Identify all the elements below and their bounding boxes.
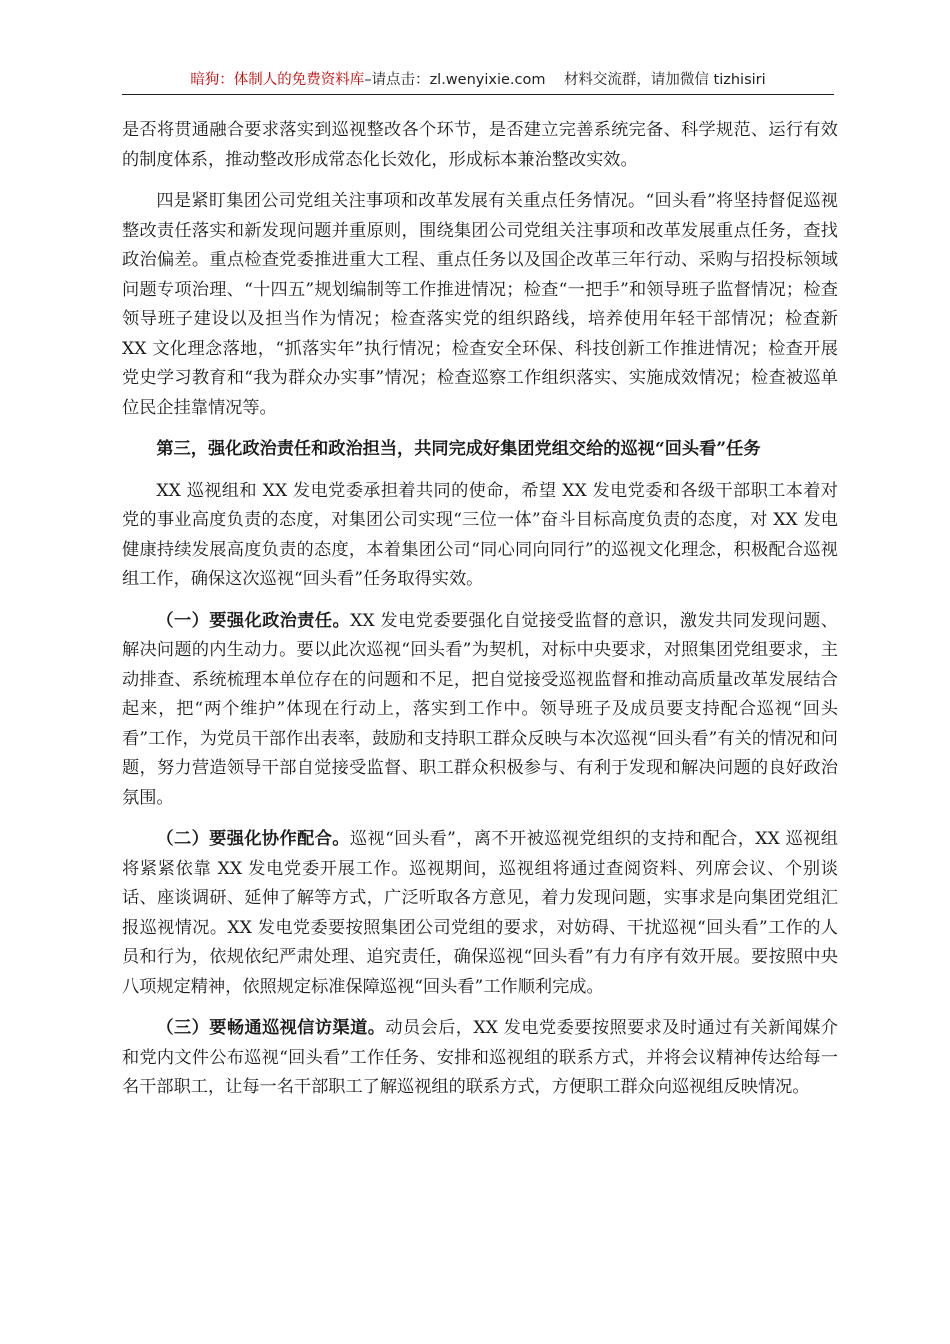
paragraph-lead: （一）要强化政治责任。: [156, 610, 351, 631]
paragraph-text: XX 巡视组和 XX 发电党委承担着共同的使命，希望 XX 发电党委和各级干部职工本着对党的事业高度负责的态度，对集团公司实现“三位一体”奋斗目标高度负责的态度，对 XX 发电健康持续发展高度负责的态度，本着集团公司“同心同向同行”的巡视文化理念，积极配合巡视组工作，确保这次巡视“回头看”任务取得实效。: [122, 480, 838, 589]
paragraph-text: 四是紧盯集团公司党组关注事项和改革发展有关重点任务情况。“回头看”将坚持督促巡视整改责任落实和新发现问题并重原则，围绕集团公司党组关注事项和改革发展重点任务，查找政治偏差。重点检查党委推进重大工程、重点任务以及国企改革三年行动、采购与招投标领域问题专项治理、“十四五”规划编制等工作推进情况；检查“一把手”和领导班子监督情况；检查领导班子建设以及担当作为情况；检查落实党的组织路线，培养使用年轻干部情况；检查新 XX 文化理念落地，“抓落实年”执行情况；检查安全环保、科技创新工作推进情况；检查开展党史学习教育和“我为群众办实事”情况；检查巡察工作组织落实、实施成效情况；检查被巡单位民企挂靠情况等。: [122, 191, 838, 418]
header-group-text: 材料交流群，请加微信 tizhisiri: [563, 72, 766, 88]
header-brand: 暗狗：体制人的免费资料库: [190, 72, 365, 88]
paragraph-lead: （二）要强化协作配合。: [156, 829, 350, 849]
paragraph: [122, 477, 838, 595]
paragraph: [122, 1014, 838, 1103]
section-heading-text: 第三，强化政治责任和政治担当，共同完成好集团党组交给的巡视“回头看”任务: [156, 439, 761, 459]
paragraph-lead: （三）要畅通巡视信访渠道。: [156, 1018, 386, 1038]
paragraph: [122, 187, 838, 423]
paragraph-text: 动员会后，XX 发电党委要按照要求及时通过有关新闻媒介和党内文件公布巡视“回头看”工作任务、安排和巡视组的联系方式，并将会议精神传达给每一名干部职工，让每一名干部职工了解巡视组的联系方式，方便职工群众向巡视组反映情况。: [122, 1018, 838, 1097]
paragraph: [122, 825, 838, 1002]
paragraph: [122, 116, 838, 175]
header-click-prefix: –请点击：: [364, 72, 430, 88]
document-body: [122, 116, 838, 1115]
section-heading: [122, 435, 838, 465]
paragraph-text: XX 发电党委要强化自觉接受监督的意识，激发共同发现问题、解决问题的内生动力。要以此次巡视“回头看”为契机，对标中央要求，对照集团党组要求，主动排查、系统梳理本单位存在的问题和不足，把自觉接受巡视监督和推动高质量改革发展结合起来，把“两个维护”体现在行动上，落实到工作中。领导班子及成员要支持配合巡视“回头看”工作，为党员干部作出表率，鼓励和支持职工群众反映与本次巡视“回头看”有关的情况和问题，努力营造领导干部自觉接受监督、职工群众积极参与、有利于发现和解决问题的良好政治氛围。: [122, 610, 838, 808]
page-header: [122, 66, 834, 95]
paragraph: [122, 607, 838, 814]
header-url-link[interactable]: zl.wenyixie.com: [429, 72, 546, 88]
paragraph-text: 巡视“回头看”，离不开被巡视党组织的支持和配合，XX 巡视组将紧紧依靠 XX 发电党委开展工作。巡视期间，巡视组将通过查阅资料、列席会议、个别谈话、座谈调研、延伸了解等方式，广泛听取各方意见，着力发现问题，实事求是向集团党组汇报巡视情况。XX 发电党委要按照集团公司党组的要求，对妨碍、干扰巡视“回头看”工作的人员和行为，依规依纪严肃处理、追究责任，确保巡视“回头看”有力有序有效开展。要按照中央八项规定精神，依照规定标准保障巡视“回头看”工作顺利完成。: [122, 829, 838, 997]
paragraph-text: 是否将贯通融合要求落实到巡视整改各个环节，是否建立完善系统完备、科学规范、运行有效的制度体系，推动整改形成常态化长效化，形成标本兼治整改实效。: [122, 120, 838, 170]
